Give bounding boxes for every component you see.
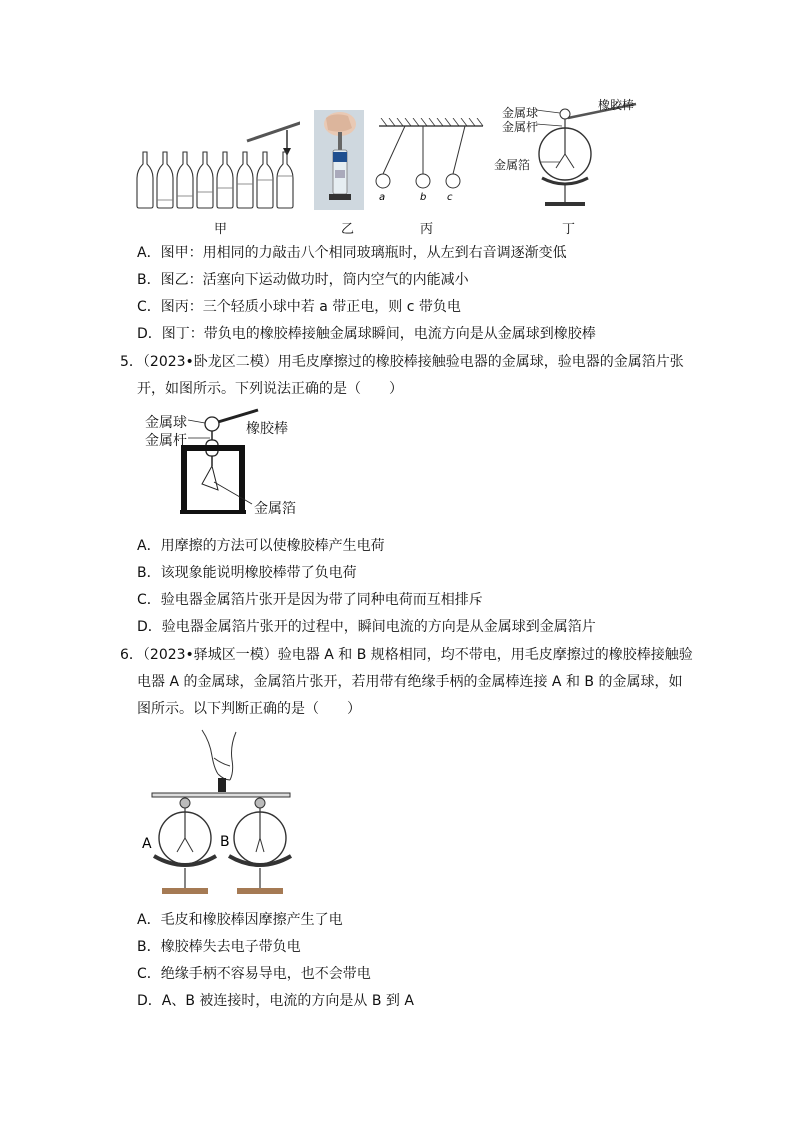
q6-label-b: B bbox=[220, 834, 230, 850]
caption-ding: 丁 bbox=[562, 222, 576, 237]
ding-label-rubber: 橡胶棒 bbox=[598, 98, 635, 112]
q5-label-ball: 金属球 bbox=[145, 415, 187, 431]
ding-label-ball: 金属球 bbox=[502, 106, 539, 120]
q4-option-a: A．图甲：用相同的力敲击八个相同玻璃瓶时，从左到右音调逐渐变低 bbox=[137, 245, 567, 261]
q5-option-c: C．验电器金属箔片张开是因为带了同种电荷而互相排斥 bbox=[137, 592, 483, 608]
figure-q6-two-electroscopes bbox=[140, 728, 300, 900]
figure-yi-syringe bbox=[314, 110, 364, 210]
caption-jia: 甲 bbox=[214, 222, 228, 237]
q6-stem-line1: 6．（2023•驿城区一模）验电器 A 和 B 规格相同，均不带电，用毛皮摩擦过的橡胶棒接触验 bbox=[120, 647, 693, 663]
q4-option-b: B．图乙：活塞向下运动做功时，筒内空气的内能减小 bbox=[137, 272, 469, 288]
q5-option-d: D．验电器金属箔片张开的过程中，瞬间电流的方向是从金属球到金属箔片 bbox=[137, 619, 596, 635]
q5-stem-line2: 开，如图所示。下列说法正确的是（ ） bbox=[137, 381, 403, 397]
q6-option-d: D．A、B 被连接时，电流的方向是从 B 到 A bbox=[137, 993, 414, 1009]
q6-stem-line2: 电器 A 的金属球，金属箔片张开，若用带有绝缘手柄的金属棒连接 A 和 B 的金属球，如 bbox=[137, 674, 683, 690]
q5-stem-line1: 5．（2023•卧龙区二模）用毛皮摩擦过的橡胶棒接触验电器的金属球，验电器的金属箔片张 bbox=[120, 354, 684, 370]
figure-bing-balls bbox=[375, 118, 485, 208]
q6-option-c: C．绝缘手柄不容易导电，也不会带电 bbox=[137, 966, 371, 982]
ding-label-foil: 金属箔 bbox=[494, 158, 531, 172]
q6-option-a: A．毛皮和橡胶棒因摩擦产生了电 bbox=[137, 912, 343, 928]
q5-label-rod: 金属杆 bbox=[145, 433, 187, 449]
q6-option-b: B．橡胶棒失去电子带负电 bbox=[137, 939, 301, 955]
ding-label-rod: 金属杆 bbox=[502, 120, 539, 134]
figure-jia-bottles bbox=[135, 120, 300, 212]
caption-yi: 乙 bbox=[341, 222, 355, 237]
ball-label-b: b bbox=[420, 192, 427, 203]
q5-option-b: B．该现象能说明橡胶棒带了负电荷 bbox=[137, 565, 357, 581]
ball-label-a: a bbox=[379, 192, 386, 203]
q5-option-a: A．用摩擦的方法可以使橡胶棒产生电荷 bbox=[137, 538, 385, 554]
ball-label-c: c bbox=[447, 192, 453, 203]
q5-label-foil: 金属箔 bbox=[254, 501, 296, 517]
caption-bing: 丙 bbox=[420, 222, 434, 237]
q6-stem-line3: 图所示。以下判断正确的是（ ） bbox=[137, 701, 361, 717]
q6-label-a: A bbox=[142, 836, 152, 852]
q5-label-rubber: 橡胶棒 bbox=[246, 421, 288, 437]
q4-option-c: C．图丙：三个轻质小球中若 a 带正电，则 c 带负电 bbox=[137, 299, 461, 315]
q4-option-d: D．图丁：带负电的橡胶棒接触金属球瞬间，电流方向是从金属球到橡胶棒 bbox=[137, 326, 596, 342]
